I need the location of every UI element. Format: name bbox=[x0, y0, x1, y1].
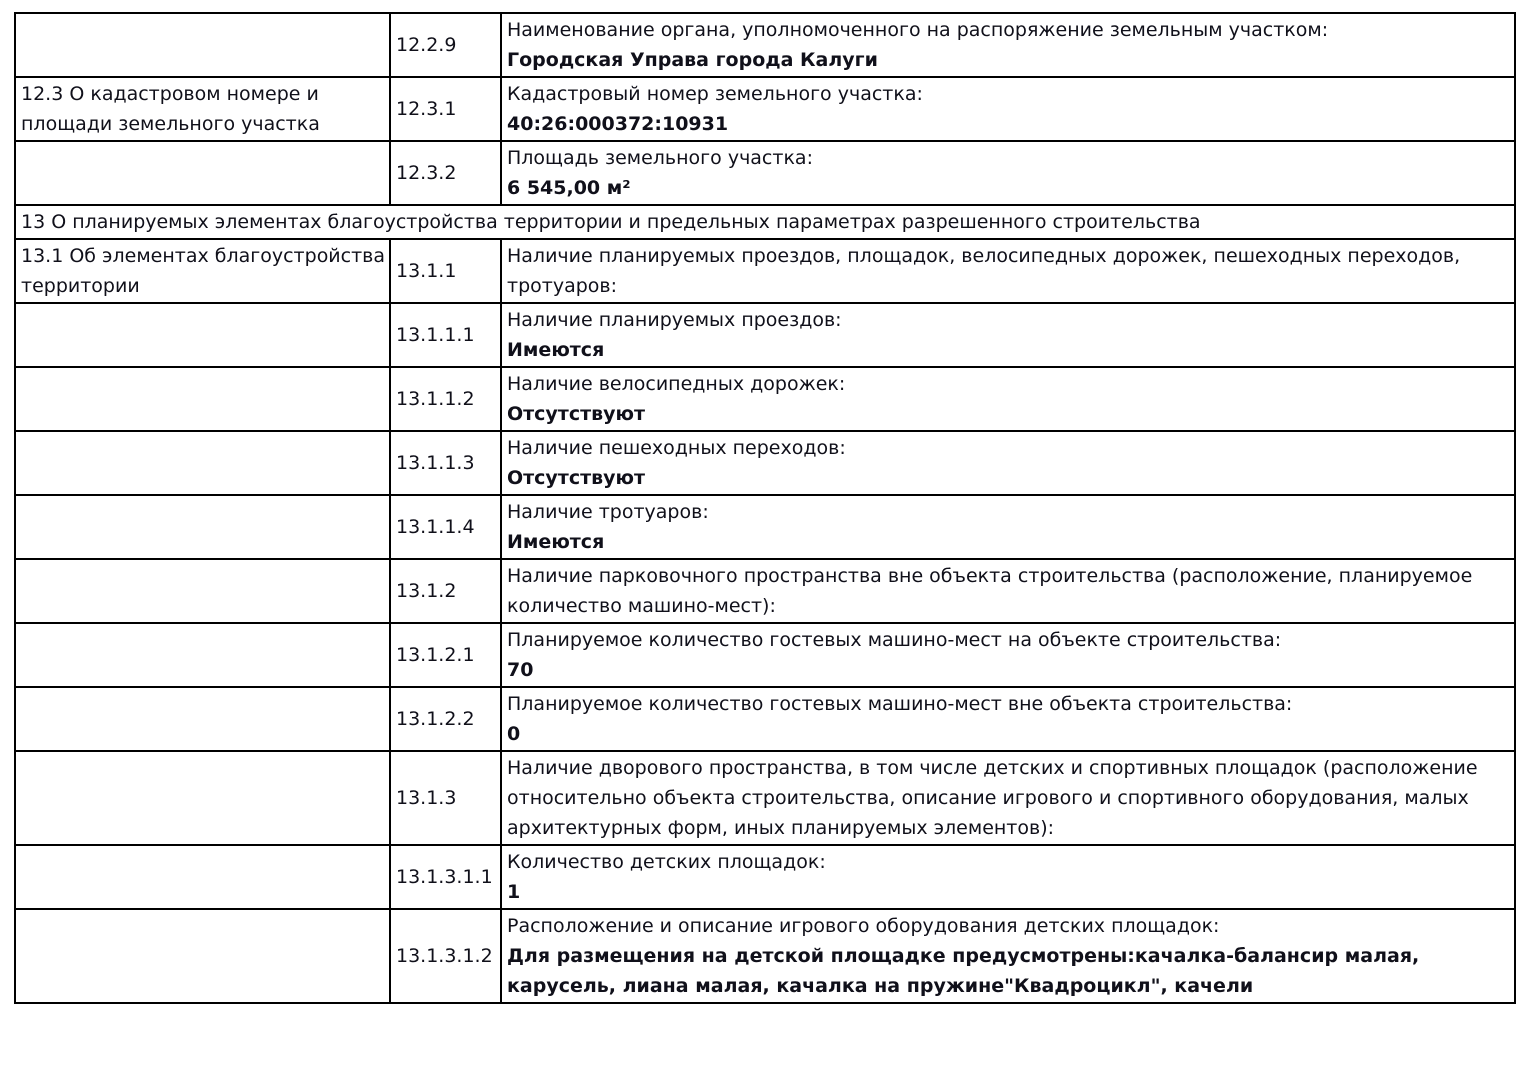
content-cell bbox=[501, 13, 1515, 77]
field-label: Наличие планируемых проездов, площадок, велосипедных дорожек, пешеходных переходов, тротуаров: bbox=[507, 245, 1461, 297]
content-cell bbox=[501, 559, 1515, 623]
field-value: Городская Управа города Калуги bbox=[507, 49, 878, 71]
field-value: 0 bbox=[507, 723, 521, 745]
item-number-cell: 13.1.3 bbox=[390, 751, 501, 845]
item-number-cell: 12.3.1 bbox=[390, 77, 501, 141]
field-label: Расположение и описание игрового оборудования детских площадок: bbox=[507, 915, 1220, 937]
table-row bbox=[15, 431, 1515, 495]
content-cell bbox=[501, 495, 1515, 559]
field-value: Для размещения на детской площадке предусмотрены:качалка-балансир малая, карусель, лиана малая, качалка на пружине"Квадроцикл", качели bbox=[507, 945, 1420, 997]
field-value: 1 bbox=[507, 881, 521, 903]
section-title-cell bbox=[15, 751, 390, 845]
item-number-cell: 13.1.2.2 bbox=[390, 687, 501, 751]
field-label: Кадастровый номер земельного участка: bbox=[507, 83, 923, 105]
item-number-cell: 13.1.1.2 bbox=[390, 367, 501, 431]
content-cell bbox=[501, 909, 1515, 1003]
content-cell bbox=[501, 687, 1515, 751]
field-value: 70 bbox=[507, 659, 534, 681]
item-number-cell: 13.1.3.1.1 bbox=[390, 845, 501, 909]
field-value: Имеются bbox=[507, 531, 605, 553]
table-row bbox=[15, 751, 1515, 845]
section-title-cell bbox=[15, 687, 390, 751]
item-number-cell: 13.1.3.1.2 bbox=[390, 909, 501, 1003]
field-label: Планируемое количество гостевых машино-мест вне объекта строительства: bbox=[507, 693, 1293, 715]
content-cell bbox=[501, 239, 1515, 303]
section-title-cell bbox=[15, 909, 390, 1003]
table-row bbox=[15, 495, 1515, 559]
item-number-cell: 13.1.2 bbox=[390, 559, 501, 623]
table-row bbox=[15, 239, 1515, 303]
content-cell bbox=[501, 141, 1515, 205]
field-label: Планируемое количество гостевых машино-мест на объекте строительства: bbox=[507, 629, 1282, 651]
section-title-cell bbox=[15, 303, 390, 367]
section-title-cell bbox=[15, 367, 390, 431]
field-value: 40:26:000372:10931 bbox=[507, 113, 729, 135]
field-label: Количество детских площадок: bbox=[507, 851, 826, 873]
table-row bbox=[15, 367, 1515, 431]
item-number-cell: 13.1.1 bbox=[390, 239, 501, 303]
content-cell bbox=[501, 751, 1515, 845]
section-title-cell: 12.3 О кадастровом номере и площади земельного участка bbox=[15, 77, 390, 141]
content-cell bbox=[501, 623, 1515, 687]
item-number-cell: 13.1.2.1 bbox=[390, 623, 501, 687]
section-title-cell: 13.1 Об элементах благоустройства территории bbox=[15, 239, 390, 303]
content-cell bbox=[501, 431, 1515, 495]
field-label: Площадь земельного участка: bbox=[507, 147, 813, 169]
item-number-cell: 13.1.1.1 bbox=[390, 303, 501, 367]
item-number-cell: 12.2.9 bbox=[390, 13, 501, 77]
table-row bbox=[15, 909, 1515, 1003]
declaration-table bbox=[14, 12, 1516, 1004]
item-number-cell: 12.3.2 bbox=[390, 141, 501, 205]
field-label: Наличие велосипедных дорожек: bbox=[507, 373, 846, 395]
table-row bbox=[15, 303, 1515, 367]
field-value: Отсутствуют bbox=[507, 403, 645, 425]
section-title-cell bbox=[15, 845, 390, 909]
item-number-cell: 13.1.1.3 bbox=[390, 431, 501, 495]
field-label: Наличие парковочного пространства вне объекта строительства (расположение, планируемое количество машино-мест): bbox=[507, 565, 1473, 617]
section-title-cell bbox=[15, 495, 390, 559]
table-row bbox=[15, 687, 1515, 751]
table-row bbox=[15, 845, 1515, 909]
field-label: Наличие пешеходных переходов: bbox=[507, 437, 846, 459]
table-row bbox=[15, 141, 1515, 205]
section-title-cell bbox=[15, 141, 390, 205]
content-cell bbox=[501, 77, 1515, 141]
content-cell bbox=[501, 367, 1515, 431]
table-row bbox=[15, 559, 1515, 623]
field-value: 6 545,00 м² bbox=[507, 177, 631, 199]
section-header-cell: 13 О планируемых элементах благоустройства территории и предельных параметрах разрешенного строительства bbox=[15, 205, 1515, 239]
content-cell bbox=[501, 303, 1515, 367]
content-cell bbox=[501, 845, 1515, 909]
field-label: Наименование органа, уполномоченного на распоряжение земельным участком: bbox=[507, 19, 1329, 41]
item-number-cell: 13.1.1.4 bbox=[390, 495, 501, 559]
field-label: Наличие тротуаров: bbox=[507, 501, 709, 523]
field-value: Отсутствуют bbox=[507, 467, 645, 489]
table-row bbox=[15, 77, 1515, 141]
section-title-cell bbox=[15, 623, 390, 687]
field-label: Наличие дворового пространства, в том числе детских и спортивных площадок (расположение относительно объекта строительства, описание игрового и спортивного оборудования, малых архитектурных форм, иных планируемых элементов): bbox=[507, 757, 1478, 839]
section-header-row bbox=[15, 205, 1515, 239]
field-value: Имеются bbox=[507, 339, 605, 361]
field-label: Наличие планируемых проездов: bbox=[507, 309, 842, 331]
section-title-cell bbox=[15, 431, 390, 495]
section-title-cell bbox=[15, 13, 390, 77]
section-title-cell bbox=[15, 559, 390, 623]
table-row bbox=[15, 13, 1515, 77]
table-row bbox=[15, 623, 1515, 687]
